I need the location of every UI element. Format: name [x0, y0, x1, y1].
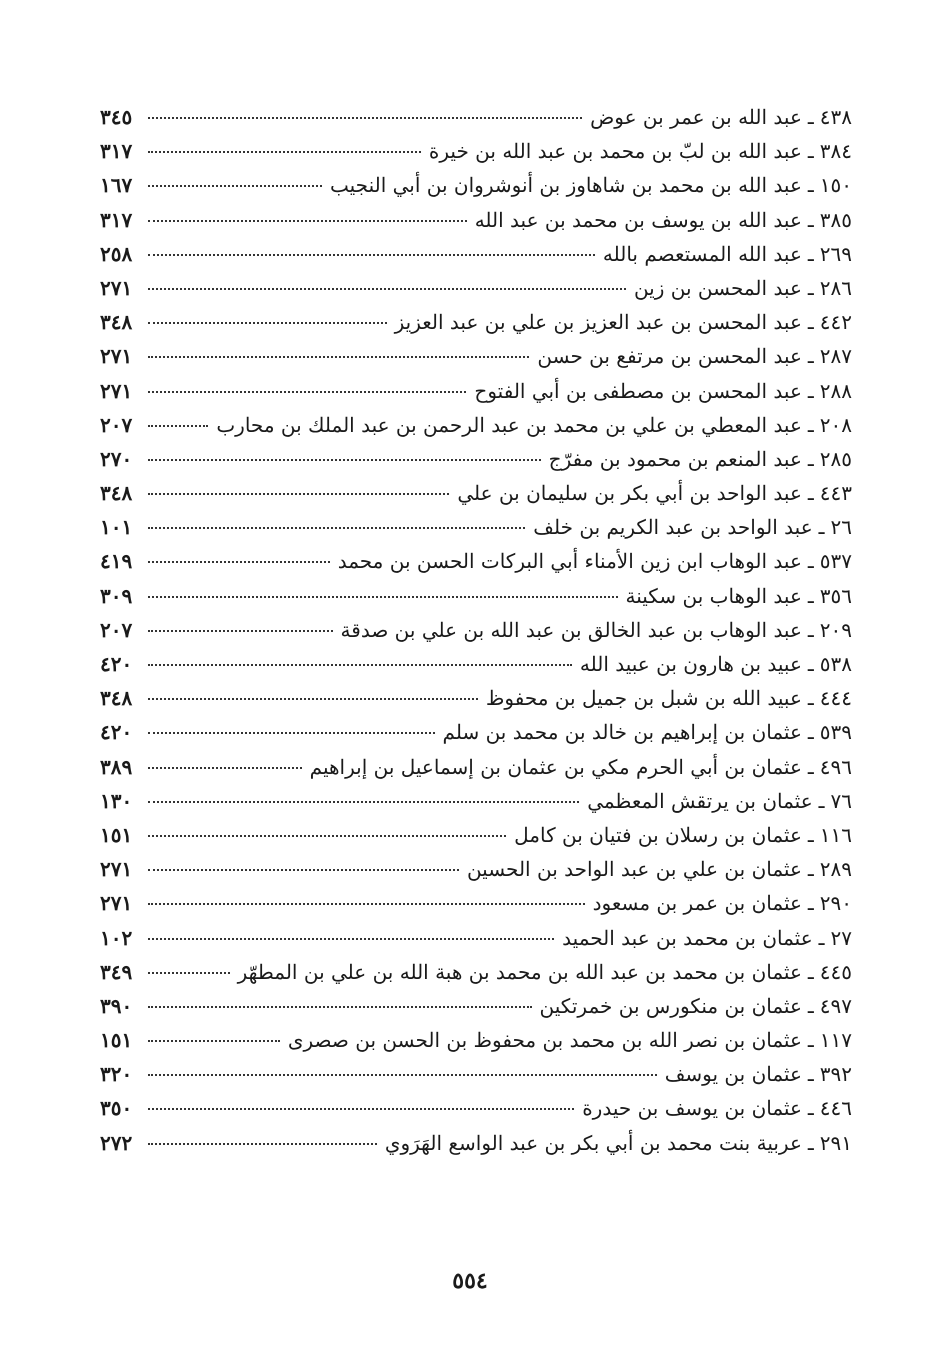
entry-separator: ـ — [807, 959, 814, 984]
entry-name: عثمان بن محمد بن عبد الله بن محمد بن هبة الله بن علي بن المطهّر — [237, 959, 802, 984]
entry-number: ٢٨٩ — [819, 857, 852, 882]
entry-separator: ـ — [807, 720, 814, 745]
entry-separator: ـ — [807, 378, 814, 403]
entry-separator: ـ — [807, 207, 814, 232]
index-entry — [100, 447, 852, 481]
entry-separator: ـ — [807, 1130, 814, 1155]
dot-leader — [148, 1143, 377, 1145]
page-number: ٥٥٤ — [452, 1268, 488, 1294]
entry-number: ٤٤٥ — [819, 959, 852, 984]
entry-name: عبد المحسن بن زين — [633, 275, 802, 300]
dot-leader — [148, 869, 459, 871]
page-reference: ١٠١ — [100, 515, 133, 540]
entry-name: عبد المحسن بن مصطفى بن أبي الفتوح — [474, 378, 802, 403]
index-entry — [100, 618, 852, 652]
index-entry — [100, 413, 852, 447]
index-entry — [100, 720, 852, 754]
entry-name: عبد المحسن بن مرتفع بن حسن — [537, 344, 802, 369]
entry-separator: ـ — [818, 788, 825, 813]
dot-leader — [148, 938, 554, 940]
entry-separator: ـ — [807, 1028, 814, 1053]
page-reference: ٢٧١ — [100, 275, 133, 300]
page-reference: ٣٥٠ — [100, 1096, 133, 1121]
entry-number: ٢٠٨ — [819, 412, 852, 437]
page-reference: ٣١٧ — [100, 139, 133, 164]
page-reference: ٣٤٨ — [100, 481, 133, 506]
index-entry — [100, 173, 852, 207]
entry-number: ٢٨٥ — [819, 446, 852, 471]
index-entry — [100, 960, 852, 994]
entry-name: عبيد بن هارون بن عبيد الله — [579, 652, 802, 676]
entry-number: ٤٣٨ — [819, 105, 852, 129]
entry-name: عثمان بن منكورس بن خمرتكين — [539, 993, 802, 1018]
entry-name: عثمان بن إبراهيم بن خالد بن محمد بن سلم — [442, 720, 802, 745]
entry-separator: ـ — [807, 173, 814, 198]
dot-leader — [148, 356, 529, 358]
index-entry — [100, 686, 852, 720]
entry-separator: ـ — [807, 686, 814, 711]
index-entry — [100, 1028, 852, 1062]
entry-number: ٤٤٦ — [819, 1096, 852, 1121]
entry-separator: ـ — [807, 891, 814, 916]
dot-leader — [148, 322, 387, 324]
dot-leader — [148, 425, 208, 427]
index-entry — [100, 208, 852, 242]
page-reference: ٣٤٥ — [100, 105, 133, 129]
entry-name: عربية بنت محمد بن أبي بكر بن عبد الواسع الهَرَوي — [384, 1130, 802, 1155]
entry-separator: ـ — [807, 412, 814, 437]
page-reference: ٤١٩ — [100, 549, 133, 574]
index-entry — [100, 549, 852, 583]
entry-name: عثمان بن رسلان بن فتيان بن كامل — [514, 822, 802, 847]
index-entry — [100, 310, 852, 344]
page-reference: ٣١٧ — [100, 207, 133, 232]
index-entry — [100, 1096, 852, 1130]
index-entry — [100, 276, 852, 310]
dot-leader — [148, 493, 449, 495]
index-entry — [100, 926, 852, 960]
entry-number: ٢٦٩ — [819, 241, 852, 266]
dot-leader — [148, 630, 333, 632]
entry-number: ١١٧ — [819, 1028, 852, 1053]
entry-separator: ـ — [807, 822, 814, 847]
page-reference: ٢٥٨ — [100, 241, 133, 266]
page-reference: ٣٤٨ — [100, 310, 133, 335]
entry-name: عبيد الله بن شبل بن جميل بن محفوظ — [485, 686, 802, 711]
dot-leader — [148, 220, 467, 222]
entry-separator: ـ — [807, 310, 814, 335]
entry-name: عثمان بن يوسف بن حيدرة — [582, 1096, 802, 1121]
dot-leader — [148, 185, 322, 187]
index-entry — [100, 105, 852, 139]
page-reference: ٣٢٠ — [100, 1062, 133, 1087]
dot-leader — [148, 459, 541, 461]
entry-separator: ـ — [818, 515, 825, 540]
page-reference: ١٥١ — [100, 1028, 133, 1053]
page-reference: ٢٠٧ — [100, 412, 133, 437]
entry-name: عثمان بن محمد بن عبد الحميد — [562, 925, 813, 950]
index-entry — [100, 584, 852, 618]
entry-name: عثمان بن نصر الله بن محمد بن محفوظ بن الحسن بن صصرى — [287, 1028, 802, 1053]
entry-separator: ـ — [807, 139, 814, 164]
entry-name: عثمان بن يرتقش المعظمي — [587, 788, 813, 813]
entry-name: عبد الله بن محمد بن شاهاوز بن أنوشروان بن أبي النجيب — [330, 173, 802, 198]
index-entry — [100, 481, 852, 515]
dot-leader — [148, 903, 585, 905]
index-entry — [100, 857, 852, 891]
entry-number: ٤٤٣ — [819, 481, 852, 506]
dot-leader — [148, 835, 506, 837]
page-reference: ٣٤٩ — [100, 959, 133, 984]
dot-leader — [148, 1040, 280, 1042]
entry-name: عبد الله بن يوسف بن محمد بن عبد الله — [474, 207, 802, 232]
page-reference: ٢٧١ — [100, 378, 133, 403]
index-entry — [100, 1062, 852, 1096]
dot-leader — [148, 767, 302, 769]
entry-separator: ـ — [818, 925, 825, 950]
entry-number: ٢٧ — [830, 925, 852, 950]
entry-name: عبد الواحد بن أبي بكر بن سليمان بن علي — [457, 481, 802, 506]
entry-name: عبد الوهاب ابن زين الأمناء أبي البركات الحسن بن محمد — [337, 549, 802, 574]
index-entry — [100, 515, 852, 549]
entry-number: ٢٠٩ — [819, 617, 852, 642]
entry-number: ٤٩٦ — [819, 754, 852, 779]
page-reference: ١٠٢ — [100, 925, 133, 950]
page-reference: ٣٩٠ — [100, 993, 133, 1018]
index-entry — [100, 994, 852, 1028]
page-reference: ٢٠٧ — [100, 617, 133, 642]
entry-number: ٥٣٩ — [819, 720, 852, 745]
dot-leader — [148, 664, 572, 666]
dot-leader — [148, 527, 525, 529]
index-entry — [100, 755, 852, 789]
entry-number: ٣٩٢ — [819, 1062, 852, 1087]
entry-number: ٢٨٨ — [819, 378, 852, 403]
entry-separator: ـ — [807, 549, 814, 574]
page-reference: ٤٢٠ — [100, 652, 133, 676]
page-reference: ٣٨٩ — [100, 754, 133, 779]
entry-number: ٣٨٥ — [819, 207, 852, 232]
entry-separator: ـ — [807, 105, 814, 129]
entry-number: ٤٤٢ — [819, 310, 852, 335]
entry-number: ٢٨٦ — [819, 275, 852, 300]
dot-leader — [148, 254, 595, 256]
dot-leader — [148, 117, 582, 119]
entry-number: ٣٨٤ — [819, 139, 852, 164]
entry-separator: ـ — [807, 617, 814, 642]
entry-number: ٥٣٧ — [819, 549, 852, 574]
entry-separator: ـ — [807, 652, 814, 676]
entry-name: عبد الوهاب بن سكينة — [625, 583, 802, 608]
dot-leader — [148, 801, 579, 803]
dot-leader — [148, 561, 330, 563]
page-reference: ١٦٧ — [100, 173, 133, 198]
entry-number: ٥٣٨ — [819, 652, 852, 676]
entry-number: ٢٩٠ — [819, 891, 852, 916]
dot-leader — [148, 391, 466, 393]
index-entry — [100, 242, 852, 276]
entry-number: ١٥٠ — [819, 173, 852, 198]
entry-separator: ـ — [807, 481, 814, 506]
index-entry — [100, 891, 852, 925]
entry-separator: ـ — [807, 241, 814, 266]
dot-leader — [148, 151, 421, 153]
dot-leader — [148, 732, 435, 734]
index-entry — [100, 823, 852, 857]
entry-name: عبد الله بن لبّ بن محمد بن عبد الله بن خيرة — [428, 139, 802, 164]
entry-separator: ـ — [807, 993, 814, 1018]
page-reference: ٣٠٩ — [100, 583, 133, 608]
dot-leader — [148, 1074, 657, 1076]
entry-number: ٢٨٧ — [819, 344, 852, 369]
dot-leader — [148, 698, 478, 700]
index-entry — [100, 344, 852, 378]
entry-name: عبد الوهاب بن عبد الخالق بن عبد الله بن علي بن صدقة — [340, 617, 802, 642]
entry-separator: ـ — [807, 583, 814, 608]
entry-name: عبد المعطي بن علي بن محمد بن عبد الرحمن بن عبد الملك بن محارب — [216, 412, 802, 437]
entry-number: ٧٦ — [830, 788, 852, 813]
entry-name: عثمان بن يوسف — [664, 1062, 802, 1087]
page-reference: ٢٧٢ — [100, 1130, 133, 1155]
page-reference: ٢٧١ — [100, 344, 133, 369]
entry-separator: ـ — [807, 275, 814, 300]
entry-separator: ـ — [807, 1062, 814, 1087]
page-reference: ٤٢٠ — [100, 720, 133, 745]
entry-name: عبد المحسن بن عبد العزيز بن علي بن عبد العزيز — [394, 310, 802, 335]
dot-leader — [148, 972, 230, 974]
entry-separator: ـ — [807, 344, 814, 369]
page-reference: ٢٧٠ — [100, 446, 133, 471]
entry-separator: ـ — [807, 446, 814, 471]
entry-name: عثمان بن أبي الحرم مكي بن عثمان بن إسماعيل بن إبراهيم — [309, 754, 802, 779]
index-entry — [100, 1131, 852, 1165]
entry-separator: ـ — [807, 857, 814, 882]
dot-leader — [148, 596, 618, 598]
dot-leader — [148, 1108, 574, 1110]
page-reference: ١٥١ — [100, 822, 133, 847]
index-entry — [100, 139, 852, 173]
entry-number: ٣٥٦ — [819, 583, 852, 608]
dot-leader — [148, 1006, 532, 1008]
entry-number: ٢٩١ — [819, 1130, 852, 1155]
entry-separator: ـ — [807, 754, 814, 779]
entry-number: ٤٩٧ — [819, 993, 852, 1018]
dot-leader — [148, 288, 626, 290]
entry-number: ١١٦ — [819, 822, 852, 847]
entry-name: عثمان بن علي بن عبد الواحد بن الحسين — [466, 857, 802, 882]
index-entry — [100, 379, 852, 413]
entry-separator: ـ — [807, 1096, 814, 1121]
index-entry — [100, 652, 852, 686]
entry-name: عبد الواحد بن عبد الكريم بن خلف — [533, 515, 813, 540]
entry-number: ٤٤٤ — [819, 686, 852, 711]
entry-name: عبد المنعم بن محمود بن مفرّج — [548, 446, 802, 471]
page-reference: ٢٧١ — [100, 857, 133, 882]
entry-number: ٢٦ — [830, 515, 852, 540]
page-reference: ٣٤٨ — [100, 686, 133, 711]
entry-name: عثمان بن عمر بن مسعود — [592, 891, 802, 916]
entry-name: عبد الله بن عمر بن عوض — [590, 105, 802, 129]
page-reference: ٢٧١ — [100, 891, 133, 916]
entry-name: عبد الله المستعصم بالله — [602, 241, 802, 266]
page-reference: ١٣٠ — [100, 788, 133, 813]
index-entry — [100, 789, 852, 823]
name-index-list — [100, 105, 852, 1165]
